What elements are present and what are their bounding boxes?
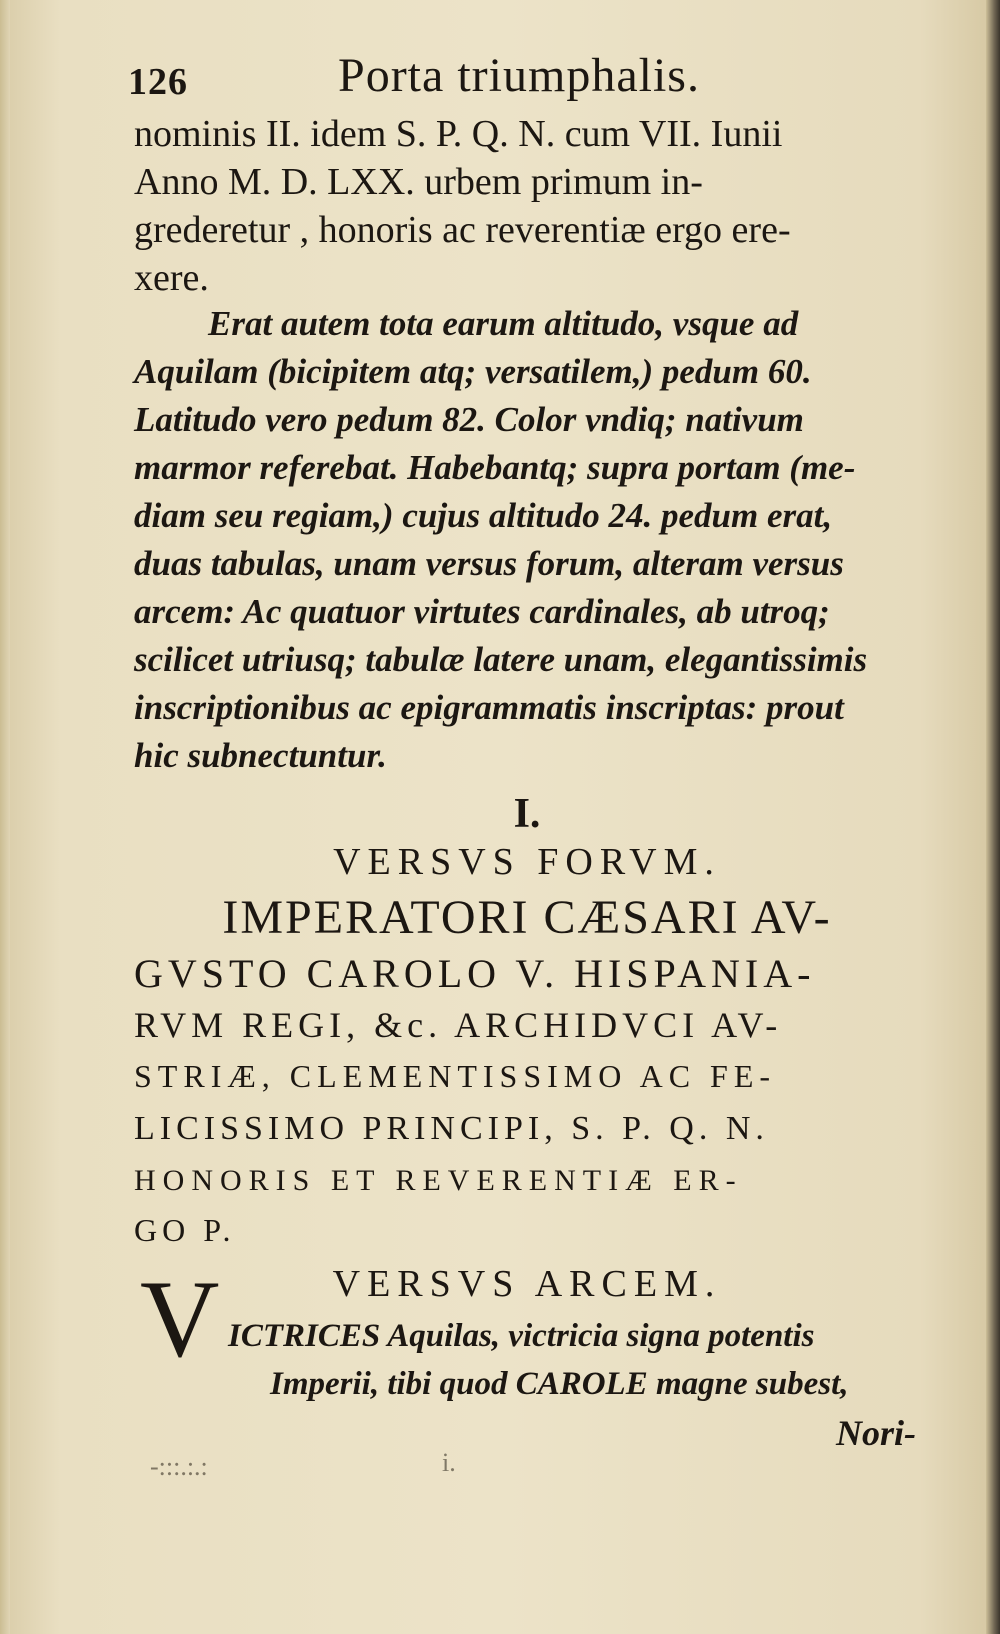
body-line: marmor referebat. Habebantq; supra portam (me-: [134, 448, 856, 487]
section-heading: VERSVS ARCEM.: [332, 1263, 722, 1305]
section-number: I.: [513, 791, 541, 837]
body-line: grederetur , honoris ac reverentiæ ergo ere-: [134, 209, 791, 251]
body-line: xere.: [134, 257, 209, 299]
body-line: hic subnectuntur.: [134, 736, 387, 775]
inscription-line: GO P.: [134, 1212, 236, 1248]
inscription-line: IMPERATORI CÆSARI AV-: [222, 891, 832, 944]
body-line: scilicet utriusq; tabulæ latere unam, elegantissimis: [134, 640, 868, 679]
verse-line: Imperii, tibi quod CAROLE magne subest,: [270, 1366, 849, 1402]
inscription-line: RVM REGI, &c. ARCHIDVCI AV-: [134, 1005, 783, 1045]
page-number: 126: [128, 61, 188, 103]
body-line: arcem: Ac quatuor virtutes cardinales, ab utroq;: [134, 592, 830, 631]
inscription-line: GVSTO CAROLO V. HISPANIA-: [134, 951, 816, 996]
body-line: Aquilam (bicipitem atq; versatilem,) pedum 60.: [134, 352, 812, 391]
inscription-line: STRIÆ, CLEMENTISSIMO AC FE-: [134, 1058, 777, 1094]
page-header: [128, 48, 928, 108]
inscription-line: LICISSIMO PRINCIPI, S. P. Q. N.: [134, 1110, 769, 1147]
body-line: Erat autem tota earum altitudo, vsque ad: [208, 304, 799, 343]
body-line: Latitudo vero pedum 82. Color vndiq; nativum: [134, 400, 804, 439]
drop-cap: V: [140, 1258, 220, 1380]
body-line: duas tabulas, unam versus forum, alteram versus: [134, 544, 844, 583]
signature-mark: i.: [442, 1448, 456, 1477]
catchword: Nori-: [836, 1413, 916, 1453]
inscription-line: HONORIS ET REVERENTIÆ ER-: [134, 1164, 743, 1197]
body-line: inscriptionibus ac epigrammatis inscriptas: prout: [134, 688, 844, 727]
verse-line: ICTRICES Aquilas, victricia signa potentis: [228, 1318, 815, 1354]
body-line: diam seu regiam,) cujus altitudo 24. pedum erat,: [134, 496, 833, 535]
body-line: Anno M. D. LXX. urbem primum in-: [134, 161, 703, 203]
page-gutter-shadow: [0, 0, 10, 1634]
running-title: Porta triumphalis.: [338, 49, 700, 102]
page-edge-shadow: [986, 0, 1000, 1634]
body-line: nominis II. idem S. P. Q. N. cum VII. Iunii: [134, 113, 783, 155]
section-heading: VERSVS FORVM.: [333, 841, 721, 883]
signature-mark: -:::.:.:: [150, 1452, 208, 1481]
